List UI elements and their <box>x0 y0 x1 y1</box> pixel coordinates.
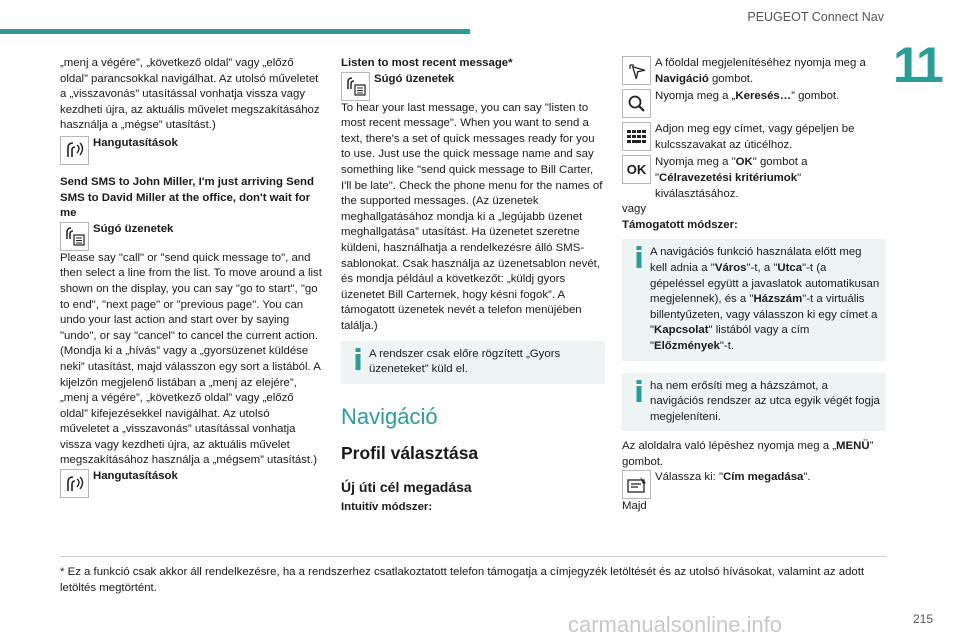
header-title: PEUGEOT Connect Nav <box>747 10 884 24</box>
step-row <box>622 122 886 153</box>
step-text: Nyomja meg a „Keresés…” gombot. <box>655 90 840 103</box>
info-icon <box>347 347 369 378</box>
column-3 <box>622 56 886 515</box>
icon-label: Súgó üzenetek <box>374 72 455 85</box>
text-or: vagy <box>622 203 647 216</box>
icon-label: Hangutasítások <box>93 470 178 483</box>
chapter-number: 11 <box>893 37 942 93</box>
voice-command: Listen to most recent message* <box>341 57 513 69</box>
step-row <box>622 470 886 499</box>
step-text: Adjon meg egy címet, vagy gépeljen be kulcsszavakat az úticélhoz. <box>655 123 855 151</box>
method-label: Támogatott módszer: <box>622 218 738 231</box>
info-icon <box>628 379 650 426</box>
page-number: 215 <box>913 612 934 626</box>
info-note <box>622 239 886 360</box>
voice-command-row <box>60 136 322 165</box>
step-row <box>622 155 886 202</box>
paragraph: To hear your last message, you can say "listen to most recent message". When you want to send a text, there's a set of quick messages ready for you to use. Just use the quick message name and say something like "send quick message to Bill Carter, I'll be late". Check the phone menu for the names of the supported messages. (Az üzenetek meghallgatásához mondja ki a „legújabb üzenet meghallgatása” utasítást. Ha üzenetet szeretne küldeni, használhatja a rendelkezésre álló SMS-sablonokat. Csak használja az üzenetsablon nevét, és mondja például a következőt: „küldj gyors üzenetet Bill Carternek, hogy késni fogok”. A támogatott üzenetek nevét a telefon menüjében találja.) <box>341 101 603 332</box>
help-message-row <box>341 72 605 101</box>
column-1 <box>60 56 322 498</box>
header-accent-bar <box>0 29 470 34</box>
text-then: Majd <box>622 500 647 513</box>
info-note <box>622 373 886 432</box>
voice-command-icon <box>60 469 89 498</box>
note-text: A navigációs funkció használata előtt meg kell adnia a "Város"-t, a "Utca"-t (a gépeléssel együtt a javaslatok automatikusan megjelennek), és a "Házszám"-t a virtuális billentyűzeten, vagy válasszon ki egy címet a "Kapcsolat" listából vagy a cím "Előzmények"-t. <box>650 246 880 352</box>
note-text: ha nem erősíti meg a házszámot, a navigációs rendszer az utca egyik végét fogja megjeleníteni. <box>650 379 880 423</box>
step-text: Válassza ki: "Cím megadása". <box>655 471 811 484</box>
method-label: Intuitív módszer: <box>341 500 433 513</box>
help-message-row <box>60 222 322 251</box>
footnote-divider <box>60 556 886 557</box>
note-text: A rendszer csak előre rögzített „Gyors üzeneteket” küld el. <box>369 347 561 376</box>
paragraph: Az aloldalra való lépéshez nyomja meg a „MENÜ” gombot. <box>622 440 874 468</box>
subsection-heading: Profil választása <box>341 442 479 463</box>
step-row <box>622 89 886 118</box>
voice-command-row <box>60 469 322 498</box>
paragraph: „menj a végére”, „következő oldal” vagy „előző oldal” parancsokkal navigálhat. Az utolsó műveletet a „visszavonás” utasítással vonhatja vissza vagy kezdheti újra, az aktuális művelet megszakításához használja a „mégse” utasítást.) <box>60 57 320 132</box>
info-icon <box>628 245 650 354</box>
sub-subsection-heading: Új úti cél megadása <box>341 478 472 495</box>
search-icon <box>622 89 651 118</box>
section-heading: Navigáció <box>341 403 438 429</box>
watermark: carmanualsonline.info <box>568 612 783 637</box>
address-entry-icon <box>622 470 651 499</box>
help-message-icon <box>60 222 89 251</box>
icon-label: Súgó üzenetek <box>93 222 174 235</box>
keyboard-icon <box>622 122 651 151</box>
footnote: * Ez a funkció csak akkor áll rendelkezésre, ha a rendszerhez csatlakoztatott telefon támogatja a címjegyzék letöltését és az utolsó hívásokat, valamint az adott letöltés megtörtént. <box>60 566 865 594</box>
column-2 <box>341 56 605 515</box>
paragraph: Please say "call" or "send quick message to", and then select a line from the list. To move around a list shown on the display, you can say "go to start", "go to end", "next page" or "previous page". You can undo your last action and start over by saying "undo", or say "cancel" to cancel the current action. (Mondja ki a „hívás” vagy a „gyorsüzenet küldése neki” utasítást, majd válasszon egy sort a listából. A kijelzőn megjelenő listában a „menj az elejére”, „menj a végére”, „következő oldal” vagy „előző oldal” kifejezésekkel navigálhat. Az utolsó műveletet a „visszavonás” utasítással vonhatja vissza vagy kezdheti újra, az aktuális művelet megszakításához használja a „mégsem” utasítást.) <box>60 251 322 467</box>
voice-command-icon <box>60 136 89 165</box>
navigation-icon <box>622 56 651 85</box>
help-message-icon <box>341 72 370 101</box>
info-note <box>341 341 605 384</box>
step-text: A főoldal megjelenítéséhez nyomja meg a Navigáció gombot. <box>655 57 866 85</box>
voice-commands: Send SMS to John Miller, I'm just arriving Send SMS to David Miller at the office, don't wait for me <box>60 175 314 220</box>
ok-button-icon: OK <box>622 155 651 184</box>
step-text: Nyomja meg a "OK" gombot a "Célravezetési kritériumok" kiválasztásához. <box>655 156 808 200</box>
step-row <box>622 56 886 87</box>
icon-label: Hangutasítások <box>93 136 178 149</box>
